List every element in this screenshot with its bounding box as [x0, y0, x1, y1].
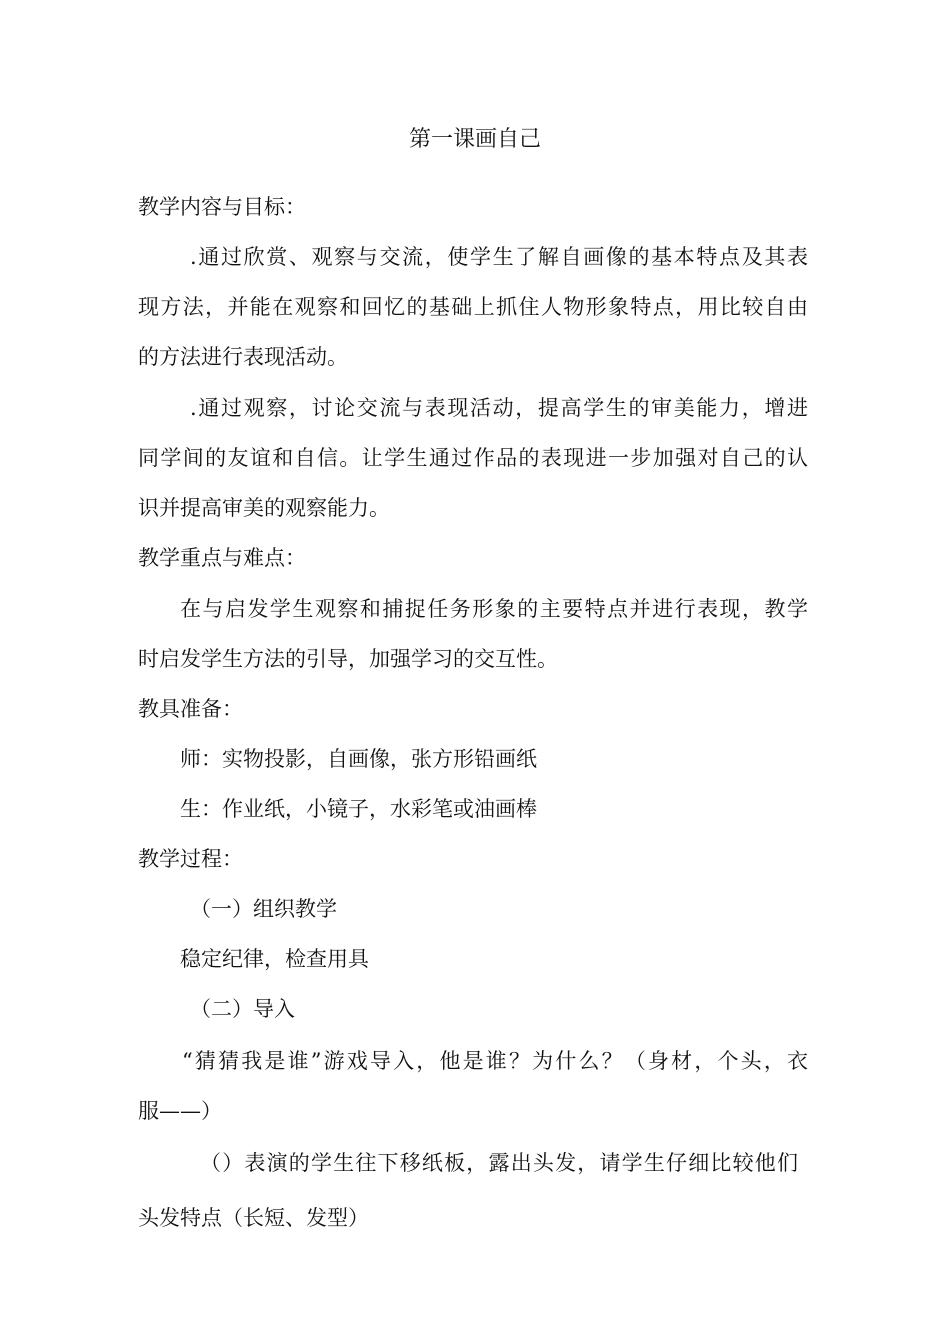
objective-1-line-3: 的方法进行表现活动。 [138, 345, 348, 369]
key-points-line-2: 时启发学生方法的引导，加强学习的交互性。 [138, 647, 558, 671]
section-heading-process: 教学过程： [138, 847, 243, 871]
process-step-3-line-2: 头发特点（长短、发型） [138, 1206, 369, 1230]
objective-2-line-3: 识并提高审美的观察能力。 [138, 496, 390, 520]
section-heading-objectives: 教学内容与目标： [138, 195, 306, 219]
process-step-2-line-2: 服——） [138, 1099, 222, 1123]
process-step-2-heading: （二）导入 [190, 997, 295, 1021]
key-points-line-1: 在与启发学生观察和捕捉任务形象的主要特点并进行表现，教学 [180, 597, 808, 621]
section-heading-key-points: 教学重点与难点： [138, 546, 306, 570]
process-step-3-line-1: （）表演的学生往下移纸板，露出头发，请学生仔细比较他们 [200, 1151, 798, 1175]
objective-2-line-2: 同学间的友谊和自信。让学生通过作品的表现进一步加强对自己的认 [138, 446, 808, 470]
objective-1-line-1: .通过欣赏、观察与交流，使学生了解自画像的基本特点及其表 [190, 245, 808, 269]
process-step-1-heading: （一）组织教学 [190, 897, 337, 921]
materials-teacher: 师：实物投影，自画像，张方形铅画纸 [180, 747, 537, 771]
process-step-1-text: 稳定纪律，检查用具 [180, 947, 369, 971]
process-step-2-line-1: “猜猜我是谁”游戏导入，他是谁？为什么？（身材，个头，衣 [182, 1049, 808, 1073]
section-heading-materials: 教具准备： [138, 697, 243, 721]
objective-2-line-1: .通过观察，讨论交流与表现活动，提高学生的审美能力，增进 [190, 396, 808, 420]
lesson-title: 第一课画自己 [408, 127, 541, 152]
materials-student: 生：作业纸，小镜子，水彩笔或油画棒 [180, 797, 537, 821]
objective-1-line-2: 现方法，并能在观察和回忆的基础上抓住人物形象特点，用比较自由 [138, 295, 808, 319]
